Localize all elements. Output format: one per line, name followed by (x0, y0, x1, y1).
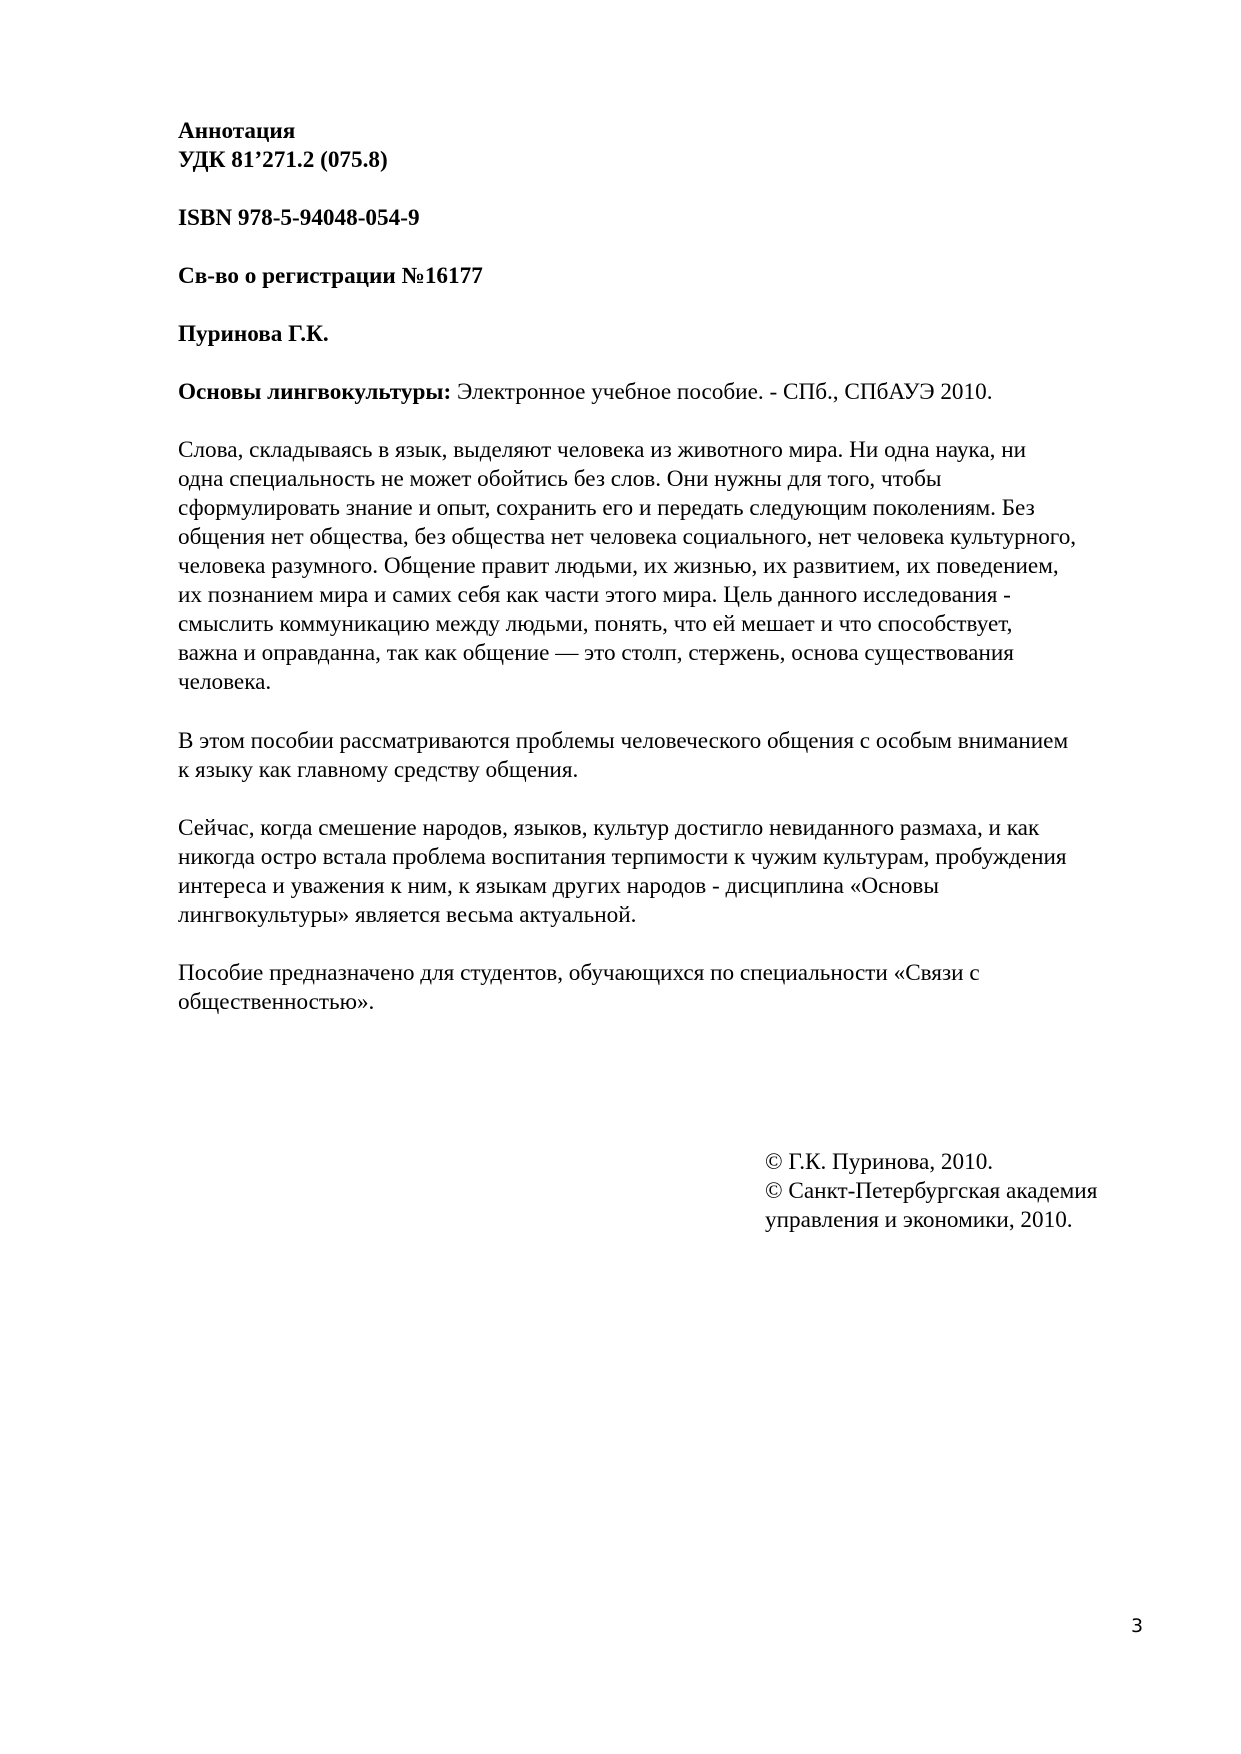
paragraph-line: смыслить коммуникацию между людьми, понять, что ей мешает и что способствует, (178, 611, 1013, 637)
annotation-title: Аннотация (178, 118, 296, 144)
paragraph-line: Пособие предназначено для студентов, обучающихся по специальности «Связи с (178, 960, 980, 986)
citation-line (178, 378, 1168, 407)
paragraph-line: никогда остро встала проблема воспитания терпимости к чужим культурам, пробуждения (178, 844, 1067, 870)
paragraph-line: человека. (178, 669, 272, 695)
paragraph-line: сформулировать знание и опыт, сохранить его и передать следующим поколениям. Без (178, 495, 1035, 521)
author-name: Пуринова Г.К. (178, 321, 329, 347)
paragraph-line: интереса и уважения к ним, к языкам других народов - дисциплина «Основы (178, 873, 939, 899)
copyright-block (765, 1148, 1185, 1235)
copyright-line: управления и экономики, 2010. (765, 1207, 1073, 1233)
udk-code: УДК 81’271.2 (075.8) (178, 147, 388, 173)
paragraph-line: важна и оправданна, так как общение — это столп, стержень, основа существования (178, 640, 1014, 666)
paragraph-line: их познанием мира и самих себя как части этого мира. Цель данного исследования - (178, 582, 1011, 608)
paragraph-line: Сейчас, когда смешение народов, языков, культур достигло невиданного размаха, и как (178, 815, 1040, 841)
book-title: Основы лингвокультуры: (178, 379, 452, 405)
page-number: 3 (1131, 1615, 1144, 1637)
citation-details: Электронное учебное пособие. - СПб., СПбАУЭ 2010. (451, 379, 993, 405)
paragraph-line: В этом пособии рассматриваются проблемы человеческого общения с особым вниманием (178, 728, 1069, 754)
copyright-line: © Санкт-Петербургская академия (765, 1178, 1098, 1204)
paragraph-scope (178, 727, 1168, 785)
paragraph-line: общения нет общества, без общества нет человека социального, нет человека культурного, (178, 524, 1077, 550)
paragraph-line: общественностью». (178, 989, 375, 1015)
paragraph-line: лингвокультуры» является весьма актуальной. (178, 902, 637, 928)
paragraph-line: человека разумного. Общение правит людьми, их жизнью, их развитием, их поведением, (178, 553, 1059, 579)
paragraph-relevance (178, 814, 1168, 930)
paragraph-line: одна специальность не может обойтись без слов. Они нужны для того, чтобы (178, 466, 942, 492)
copyright-line: © Г.К. Пуринова, 2010. (765, 1149, 994, 1175)
registration-line: Св-во о регистрации №16177 (178, 263, 483, 289)
paragraph-line: Слова, складываясь в язык, выделяют человека из животного мира. Ни одна наука, ни (178, 437, 1027, 463)
paragraph-line: к языку как главному средству общения. (178, 757, 579, 783)
paragraph-audience (178, 959, 1168, 1017)
isbn-line: ISBN 978-5-94048-054-9 (178, 205, 420, 231)
paragraph-intro (178, 436, 1168, 697)
annotation-header (178, 117, 1168, 175)
